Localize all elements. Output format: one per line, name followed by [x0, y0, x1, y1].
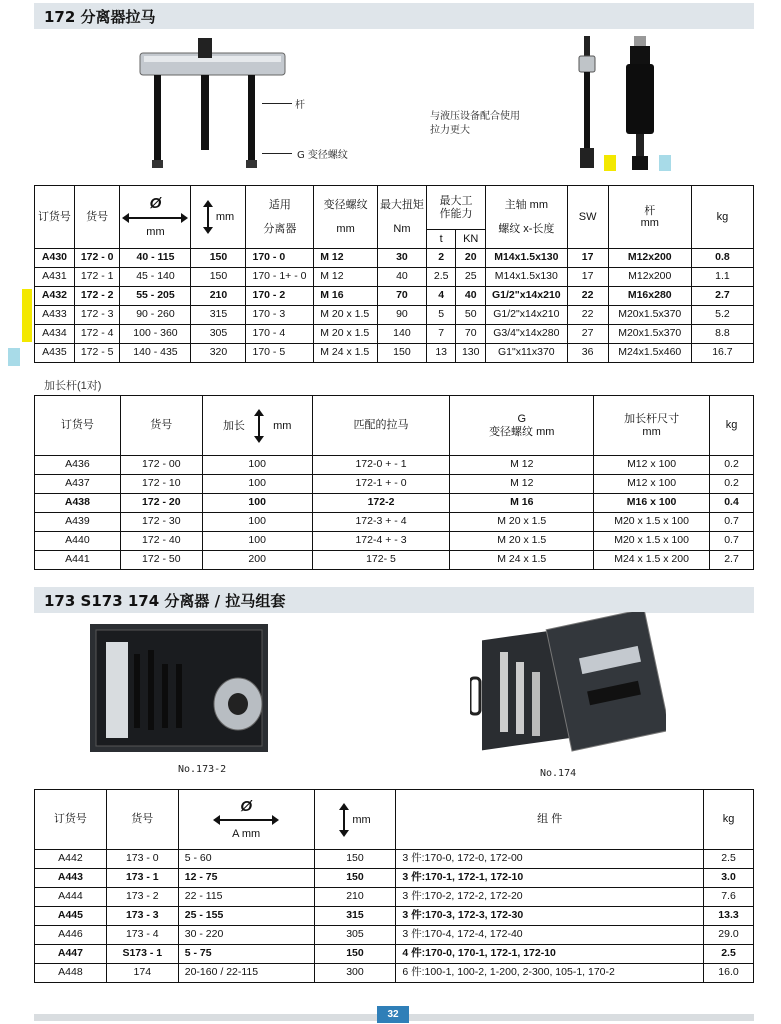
cell: 22 - 115	[178, 888, 314, 907]
table-row	[35, 456, 754, 475]
header-text: Nm	[393, 223, 411, 236]
section-header-173	[34, 587, 754, 613]
cell: A441	[35, 551, 121, 570]
cell: 170 - 1+ - 0	[246, 268, 314, 287]
cell: 100	[202, 494, 312, 513]
table-row	[35, 869, 754, 888]
header-text: 适用	[268, 198, 291, 211]
cell: M 12	[450, 475, 594, 494]
header-unit: mm	[273, 419, 292, 432]
header-text: 最大扭矩	[379, 198, 424, 211]
caption-173-2: No.173-2	[178, 764, 227, 775]
cell: A445	[35, 907, 107, 926]
cell: 45 - 140	[120, 268, 191, 287]
header-unit: mm	[352, 813, 371, 826]
cell: 172 - 50	[120, 551, 202, 570]
double-arrow-horizontal-icon	[122, 213, 188, 223]
cell: 172 - 4	[74, 325, 120, 344]
section-title: 173 S173 174 分离器 / 拉马组套	[44, 592, 286, 610]
puller-set-table	[34, 789, 754, 983]
header-length	[314, 790, 396, 850]
cell: 100	[202, 456, 312, 475]
table-row	[35, 344, 754, 363]
cell: 170 - 5	[246, 344, 314, 363]
cell: M 24 x 1.5	[314, 344, 378, 363]
cell: G1"x11x370	[486, 344, 568, 363]
cell: 3 件:170-3, 172-3, 172-30	[396, 907, 704, 926]
note-line: 与液压设备配合使用	[430, 111, 520, 122]
table-row	[35, 494, 754, 513]
cell: 16.7	[691, 344, 753, 363]
cell: 7.6	[704, 888, 754, 907]
table-row	[35, 926, 754, 945]
cell: 13	[426, 344, 455, 363]
table-row	[35, 287, 754, 306]
cell: 4 件:170-0, 170-1, 172-1, 172-10	[396, 945, 704, 964]
cell: A431	[35, 268, 75, 287]
cell: G1/2"x14x210	[486, 306, 568, 325]
label-rod: 杆	[295, 100, 305, 111]
header-text: 变径螺纹	[323, 198, 368, 211]
header-capacity-t: t	[426, 230, 455, 249]
cell: M 24 x 1.5	[450, 551, 594, 570]
cell: 172 - 0	[74, 249, 120, 268]
cell: 130	[456, 344, 486, 363]
cell: 300	[314, 964, 396, 983]
cell: 172 - 30	[120, 513, 202, 532]
cell: 172-1 + - 0	[312, 475, 450, 494]
cell: 173 - 0	[106, 850, 178, 869]
cell: M 20 x 1.5	[314, 325, 378, 344]
cell: M16 x 100	[594, 494, 710, 513]
cell: 210	[191, 287, 246, 306]
header-length	[191, 186, 246, 249]
cell: 150	[314, 869, 396, 888]
cell: 90	[377, 306, 426, 325]
cell: 6 件:100-1, 100-2, 1-200, 2-300, 105-1, 170-2	[396, 964, 704, 983]
cell: 172 - 1	[74, 268, 120, 287]
header-weight: kg	[710, 396, 754, 456]
extension-rod-table	[34, 395, 754, 570]
cell: 50	[456, 306, 486, 325]
cell: 2.5	[704, 945, 754, 964]
cell: A432	[35, 287, 75, 306]
cell: 140	[377, 325, 426, 344]
cell: 5 - 75	[178, 945, 314, 964]
cell: 17	[567, 249, 608, 268]
cell: A444	[35, 888, 107, 907]
double-arrow-vertical-icon	[339, 803, 349, 837]
header-rod	[608, 186, 691, 249]
cell: 13.3	[704, 907, 754, 926]
cell: 30	[377, 249, 426, 268]
cell: 90 - 260	[120, 306, 191, 325]
cell: 22	[567, 287, 608, 306]
cell: M20x1.5x370	[608, 306, 691, 325]
cell: 1.1	[691, 268, 753, 287]
cell: M20 x 1.5 x 100	[594, 532, 710, 551]
cell: 8.8	[691, 325, 753, 344]
cell: 0.7	[710, 513, 754, 532]
cell: 100 - 360	[120, 325, 191, 344]
header-text: 加长	[222, 419, 245, 432]
table-row	[35, 907, 754, 926]
cell: 173 - 1	[106, 869, 178, 888]
header-item-no: 货号	[74, 186, 120, 249]
cell: 5	[426, 306, 455, 325]
header-torque	[377, 186, 426, 249]
cell: 17	[567, 268, 608, 287]
header-weight: kg	[704, 790, 754, 850]
cell: M 16	[450, 494, 594, 513]
page-number: 32	[377, 1006, 409, 1023]
cell: M 20 x 1.5	[314, 306, 378, 325]
cell: 3 件:170-2, 172-2, 172-20	[396, 888, 704, 907]
cell: M14x1.5x130	[486, 268, 568, 287]
cell: A442	[35, 850, 107, 869]
table-row	[35, 850, 754, 869]
cell: 4	[426, 287, 455, 306]
cell: 150	[191, 268, 246, 287]
table-row	[35, 306, 754, 325]
cell: 150	[314, 945, 396, 964]
cell: 27	[567, 325, 608, 344]
header-spindle	[486, 186, 568, 249]
cell: 172- 5	[312, 551, 450, 570]
cell: A436	[35, 456, 121, 475]
header-thread	[314, 186, 378, 249]
cell: 210	[314, 888, 396, 907]
header-text: 螺纹 x-长度	[498, 223, 555, 236]
table-row	[35, 475, 754, 494]
cell: M 12	[314, 268, 378, 287]
double-arrow-horizontal-icon	[213, 815, 279, 825]
table-row	[35, 532, 754, 551]
cell: A434	[35, 325, 75, 344]
cell: 170 - 4	[246, 325, 314, 344]
cell: 25	[456, 268, 486, 287]
header-text: 杆	[644, 204, 656, 217]
table-row	[35, 945, 754, 964]
cell: 172 - 10	[120, 475, 202, 494]
section-header-172	[34, 3, 754, 29]
table-row	[35, 964, 754, 983]
cell: 320	[191, 344, 246, 363]
cell: 170 - 3	[246, 306, 314, 325]
cell: A435	[35, 344, 75, 363]
cell: M14x1.5x130	[486, 249, 568, 268]
cell: 172 - 20	[120, 494, 202, 513]
cell: 29.0	[704, 926, 754, 945]
cell: 172 - 2	[74, 287, 120, 306]
cell: 22	[567, 306, 608, 325]
cell: 25 - 155	[178, 907, 314, 926]
cell: 2.5	[704, 850, 754, 869]
table-row	[35, 249, 754, 268]
cell: S173 - 1	[106, 945, 178, 964]
header-text: 作能力	[439, 207, 473, 220]
cell: 40 - 115	[120, 249, 191, 268]
cell: 2.7	[691, 287, 753, 306]
cell: 305	[314, 926, 396, 945]
cell: 100	[202, 532, 312, 551]
cell: M 20 x 1.5	[450, 532, 594, 551]
cyan-row-marker	[8, 348, 20, 366]
cell: 40	[377, 268, 426, 287]
yellow-row-marker	[22, 289, 32, 342]
cell: G3/4"x14x280	[486, 325, 568, 344]
header-components: 组 件	[396, 790, 704, 850]
cell: 170 - 2	[246, 287, 314, 306]
cell: 200	[202, 551, 312, 570]
cell: M 12	[450, 456, 594, 475]
cell: A443	[35, 869, 107, 888]
header-item-no: 货号	[120, 396, 202, 456]
cell: 172-2	[312, 494, 450, 513]
cell: 0.4	[710, 494, 754, 513]
cell: A446	[35, 926, 107, 945]
section-title: 172 分离器拉马	[44, 8, 156, 26]
cell: 172 - 00	[120, 456, 202, 475]
table-row	[35, 513, 754, 532]
cell: 3 件:170-4, 172-4, 172-40	[396, 926, 704, 945]
header-rod-size	[594, 396, 710, 456]
header-text: 最大工	[439, 195, 473, 208]
cell: 174	[106, 964, 178, 983]
header-text: mm	[336, 223, 355, 236]
table-row	[35, 551, 754, 570]
cell: M24x1.5x460	[608, 344, 691, 363]
leader-line	[262, 103, 292, 104]
cell: 2	[426, 249, 455, 268]
cell: 100	[202, 513, 312, 532]
header-order-no: 订货号	[35, 186, 75, 249]
case-174-image	[470, 612, 666, 758]
cell: 2.5	[426, 268, 455, 287]
cell: 100	[202, 475, 312, 494]
yellow-marker	[604, 155, 616, 171]
cell: A439	[35, 513, 121, 532]
header-diameter	[178, 790, 314, 850]
cell: 30 - 220	[178, 926, 314, 945]
cell: M 12	[314, 249, 378, 268]
cell: 3 件:170-1, 172-1, 172-10	[396, 869, 704, 888]
cell: A437	[35, 475, 121, 494]
header-item-no: 货号	[106, 790, 178, 850]
extension-rod-caption: 加长杆(1对)	[44, 380, 102, 392]
cell: 36	[567, 344, 608, 363]
header-capacity	[426, 186, 485, 230]
cell: M12 x 100	[594, 456, 710, 475]
header-extension	[202, 396, 312, 456]
table-row	[35, 888, 754, 907]
cell: 55 - 205	[120, 287, 191, 306]
cell: M12x200	[608, 268, 691, 287]
header-capacity-kn: KN	[456, 230, 486, 249]
header-order-no: 订货号	[35, 396, 121, 456]
cell: 0.2	[710, 456, 754, 475]
header-text: mm	[640, 217, 659, 229]
cell: 173 - 4	[106, 926, 178, 945]
cell: 315	[191, 306, 246, 325]
cell: 150	[377, 344, 426, 363]
header-diameter	[120, 186, 191, 249]
double-arrow-vertical-icon	[203, 200, 213, 234]
header-fits	[246, 186, 314, 249]
puller-spec-table	[34, 185, 754, 363]
cell: 150	[314, 850, 396, 869]
cell: 170 - 0	[246, 249, 314, 268]
header-weight: kg	[691, 186, 753, 249]
cell: A433	[35, 306, 75, 325]
header-matching-puller: 匹配的拉马	[312, 396, 450, 456]
cell: M 16	[314, 287, 378, 306]
cell: M 20 x 1.5	[450, 513, 594, 532]
cell: 20-160 / 22-115	[178, 964, 314, 983]
cell: 70	[456, 325, 486, 344]
header-unit: mm	[146, 225, 165, 238]
cell: 20	[456, 249, 486, 268]
cell: 7	[426, 325, 455, 344]
cell: 315	[314, 907, 396, 926]
cell: 173 - 2	[106, 888, 178, 907]
cell: 5.2	[691, 306, 753, 325]
header-text: G	[517, 413, 527, 426]
cell: G1/2"x14x210	[486, 287, 568, 306]
double-arrow-vertical-icon	[254, 409, 264, 443]
cyan-marker	[659, 155, 671, 171]
table-row	[35, 268, 754, 287]
cell: M20x1.5x370	[608, 325, 691, 344]
cell: 172 - 40	[120, 532, 202, 551]
cell: A440	[35, 532, 121, 551]
cell: 0.2	[710, 475, 754, 494]
cell: 172 - 3	[74, 306, 120, 325]
cell: 173 - 3	[106, 907, 178, 926]
cell: 12 - 75	[178, 869, 314, 888]
cell: 2.7	[710, 551, 754, 570]
hydraulic-note	[430, 110, 520, 138]
header-unit: A mm	[232, 828, 261, 841]
header-unit: mm	[215, 210, 235, 223]
cell: A447	[35, 945, 107, 964]
header-text: 变径螺纹 mm	[489, 425, 555, 438]
cell: M12 x 100	[594, 475, 710, 494]
cell: M20 x 1.5 x 100	[594, 513, 710, 532]
header-text: mm	[642, 425, 661, 438]
cell: A430	[35, 249, 75, 268]
header-text: 分离器	[263, 223, 297, 236]
header-g-thread	[450, 396, 594, 456]
header-sw: SW	[567, 186, 608, 249]
cell: M24 x 1.5 x 200	[594, 551, 710, 570]
cell: A438	[35, 494, 121, 513]
cell: 3 件:170-0, 172-0, 172-00	[396, 850, 704, 869]
cell: 3.0	[704, 869, 754, 888]
header-text: 加长杆尺寸	[624, 413, 680, 426]
diameter-symbol: Ø	[240, 797, 252, 815]
label-g-thread: G 变径螺纹	[297, 150, 348, 161]
cell: 150	[191, 249, 246, 268]
cell: 70	[377, 287, 426, 306]
table-row	[35, 325, 754, 344]
cell: 0.8	[691, 249, 753, 268]
cell: 5 - 60	[178, 850, 314, 869]
diameter-symbol: Ø	[149, 195, 162, 213]
cell: 172-4 + - 3	[312, 532, 450, 551]
cell: 140 - 435	[120, 344, 191, 363]
header-order-no: 订货号	[35, 790, 107, 850]
cell: 172 - 5	[74, 344, 120, 363]
caption-174: No.174	[540, 768, 577, 779]
leader-line	[262, 153, 292, 154]
header-text: 主轴 mm	[504, 198, 549, 211]
note-line: 拉力更大	[430, 125, 470, 136]
cell: 0.7	[710, 532, 754, 551]
cell: A448	[35, 964, 107, 983]
cell: 40	[456, 287, 486, 306]
cell: M12x200	[608, 249, 691, 268]
cell: 16.0	[704, 964, 754, 983]
cell: 172-0 + - 1	[312, 456, 450, 475]
cell: 172-3 + - 4	[312, 513, 450, 532]
case-173-2-image	[90, 624, 270, 754]
cell: 305	[191, 325, 246, 344]
cell: M16x280	[608, 287, 691, 306]
